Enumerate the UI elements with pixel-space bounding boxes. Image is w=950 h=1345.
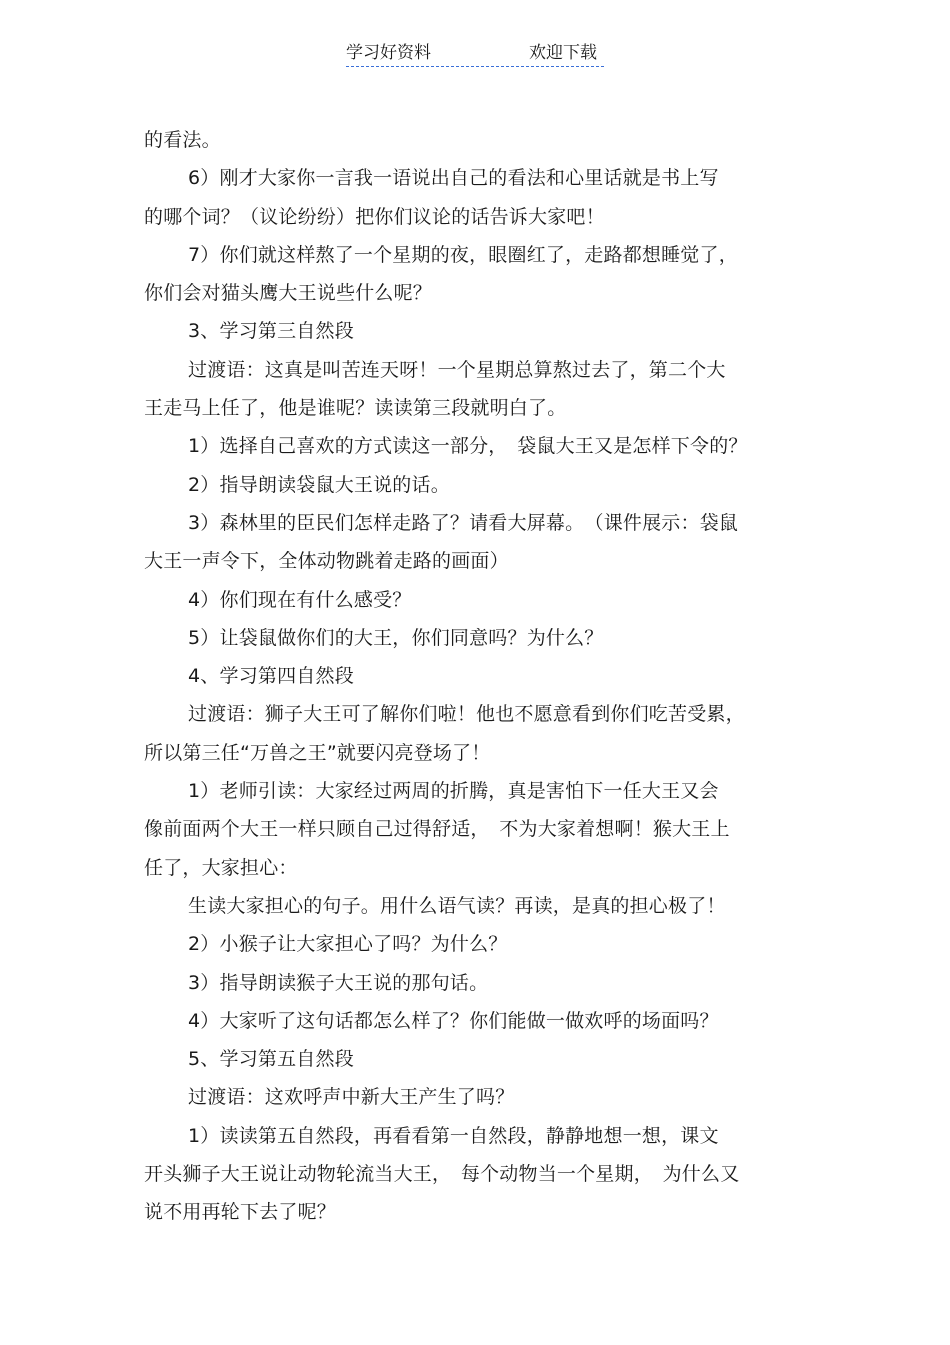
text-line: 4、学习第四自然段 xyxy=(188,665,354,688)
text-line: 你们会对猫头鹰大王说些什么呢？ xyxy=(144,282,433,305)
text-line: 开头狮子大王说让动物轮流当大王， 每个动物当一个星期， 为什么又 xyxy=(144,1163,740,1186)
text-line: 4）大家听了这句话都怎么样了？你们能做一做欢呼的场面吗？ xyxy=(188,1009,719,1032)
text-line: 3、学习第三自然段 xyxy=(188,320,354,343)
text-line: 生读大家担心的句子。用什么语气读？再读，是真的担心极了！ xyxy=(188,894,726,917)
text-line: 4）你们现在有什么感受？ xyxy=(188,588,412,611)
text-line: 3）指导朗读猴子大王说的那句话。 xyxy=(188,971,489,994)
text-line: 过渡语：这真是叫苦连天呀！一个星期总算熬过去了，第二个大 xyxy=(188,358,726,381)
text-line: 2）指导朗读袋鼠大王说的话。 xyxy=(188,473,450,496)
text-line: 1）选择自己喜欢的方式读这一部分， 袋鼠大王又是怎样下令的？ xyxy=(188,435,748,458)
text-line: 1）读读第五自然段，再看看第一自然段，静静地想一想，课文 xyxy=(188,1124,719,1147)
text-line: 说不用再轮下去了呢？ xyxy=(144,1201,337,1224)
header-left-text: 学习好资料 xyxy=(346,43,431,63)
text-line: 3）森林里的臣民们怎样走路了？请看大屏幕。 （课件展示：袋鼠 xyxy=(188,511,739,534)
text-line: 任了，大家担心： xyxy=(144,856,298,879)
text-line: 2）小猴子让大家担心了吗？为什么？ xyxy=(188,933,508,956)
text-line: 1）老师引读：大家经过两周的折腾，真是害怕下一任大王又会 xyxy=(188,780,719,803)
text-line: 的看法。 xyxy=(144,129,221,151)
text-line: 王走马上任了，他是谁呢？读读第三段就明白了。 xyxy=(144,397,567,420)
text-line: 所以第三任“万兽之王”就要闪亮登场了！ xyxy=(144,741,491,764)
text-line: 5、学习第五自然段 xyxy=(188,1048,354,1071)
text-line: 过渡语：狮子大王可了解你们啦！他也不愿意看到你们吃苦受累， xyxy=(188,703,745,726)
text-line: 5）让袋鼠做你们的大王，你们同意吗？为什么？ xyxy=(188,626,604,649)
text-line: 6）刚才大家你一言我一语说出自己的看法和心里话就是书上写 xyxy=(188,167,719,190)
header-right-text: 欢迎下载 xyxy=(529,43,597,63)
document-body xyxy=(144,121,804,1232)
text-line: 像前面两个大王一样只顾自己过得舒适， 不为大家着想啊！猴大王上 xyxy=(144,818,730,841)
text-line: 7）你们就这样熬了一个星期的夜，眼圈红了，走路都想睡觉了， xyxy=(188,243,738,266)
text-line: 的哪个词？（议论纷纷）把你们议论的话告诉大家吧！ xyxy=(144,205,605,228)
page-header xyxy=(346,42,604,67)
text-line: 大王一声令下，全体动物跳着走路的画面） xyxy=(144,550,509,573)
text-line: 过渡语：这欢呼声中新大王产生了吗？ xyxy=(188,1086,515,1109)
